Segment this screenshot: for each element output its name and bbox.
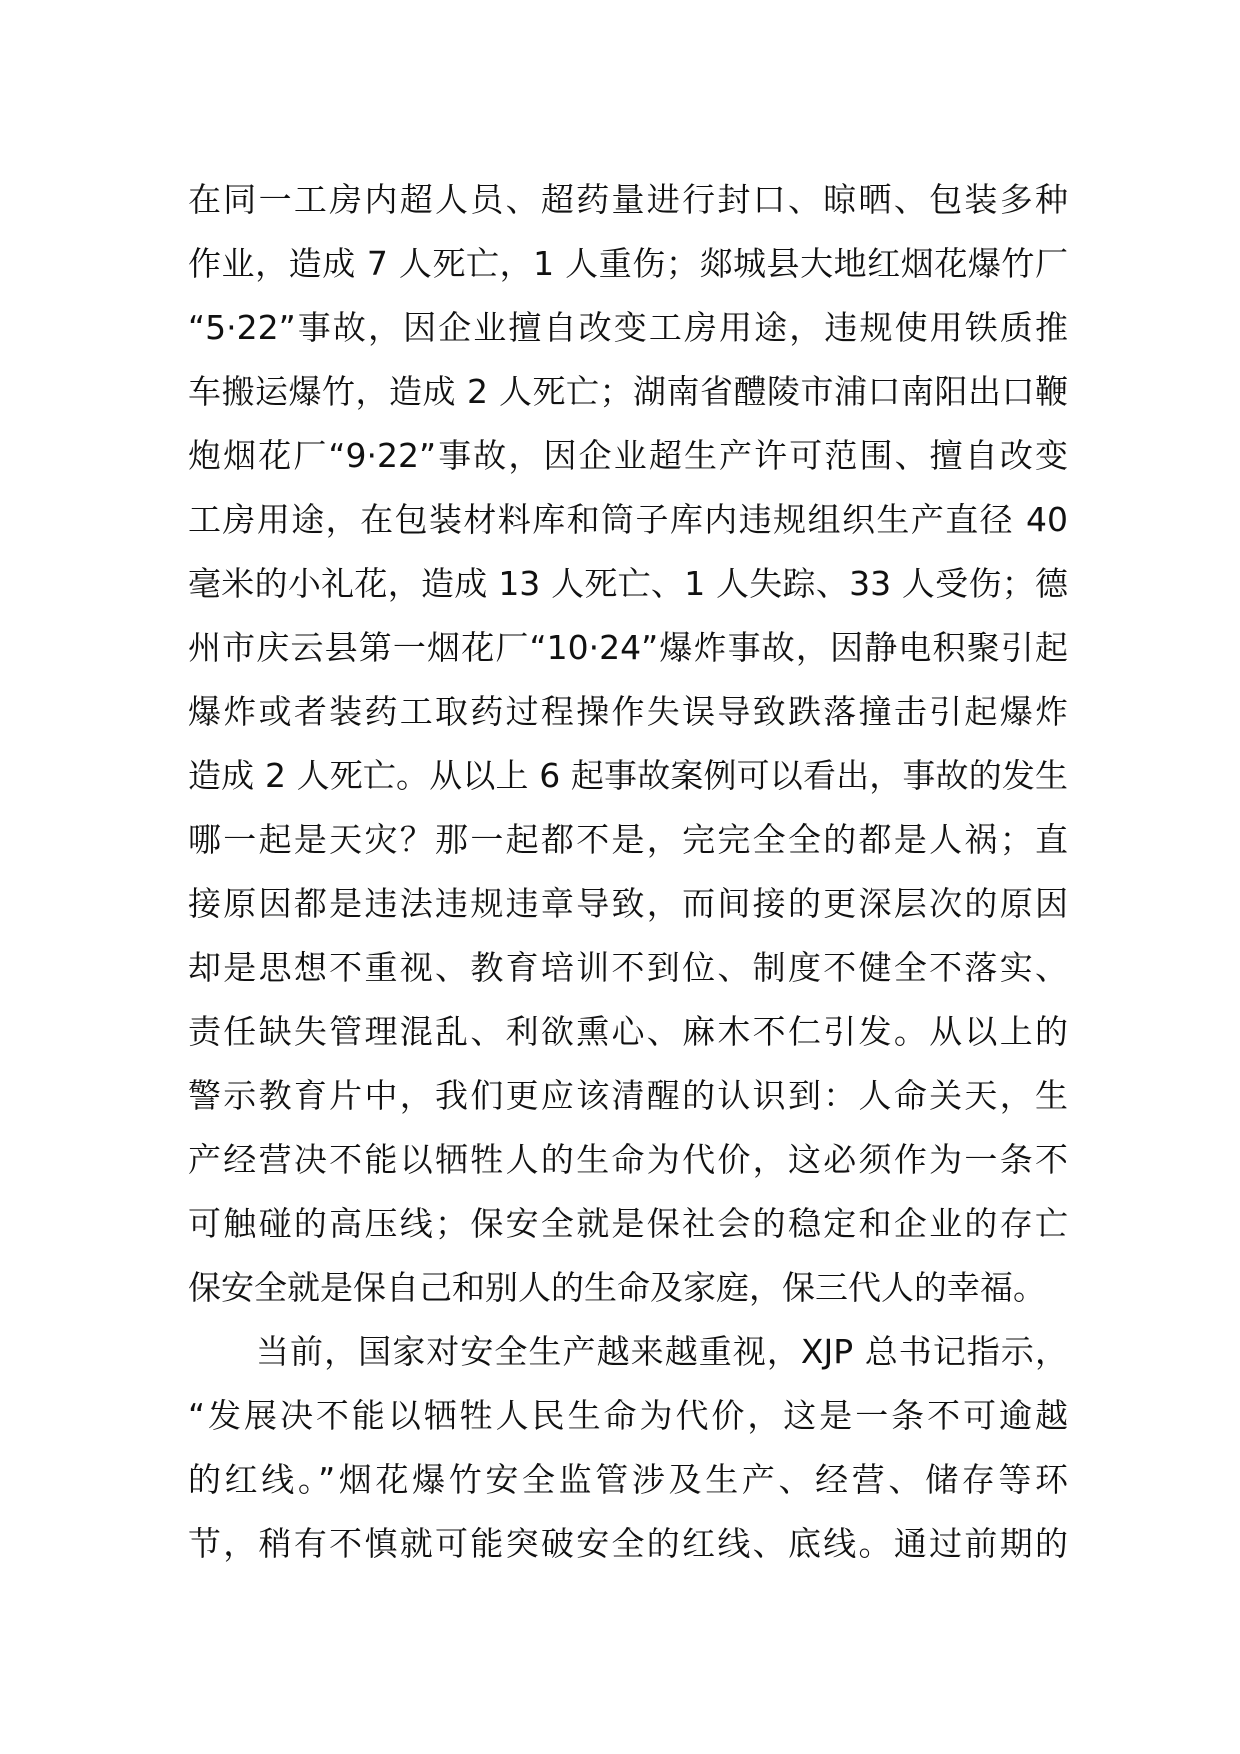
text-line: 造成 2 人死亡。从以上 6 起事故案例可以看出，事故的发生	[188, 756, 1068, 795]
body-text	[188, 168, 1068, 1576]
text-line: 州市庆云县第一烟花厂“10·24”爆炸事故，因静电积聚引起	[188, 628, 1068, 667]
text-line: 的红线。”烟花爆竹安全监管涉及生产、经营、储存等环	[188, 1460, 1068, 1499]
text-line: “发展决不能以牺牲人民生命为代价，这是一条不可逾越	[188, 1396, 1068, 1435]
text-line: 哪一起是天灾？那一起都不是，完完全全的都是人祸；直	[188, 820, 1068, 859]
text-line: 作业，造成 7 人死亡，1 人重伤；郯城县大地红烟花爆竹厂	[188, 244, 1068, 283]
text-line: 车搬运爆竹，造成 2 人死亡；湖南省醴陵市浦口南阳出口鞭	[188, 372, 1068, 411]
text-line: 炮烟花厂“9·22”事故，因企业超生产许可范围、擅自改变	[188, 436, 1068, 475]
paragraph-start-line: 当前，国家对安全生产越来越重视，XJP 总书记指示，	[256, 1332, 1068, 1371]
text-line: “5·22”事故，因企业擅自改变工房用途，违规使用铁质推	[188, 308, 1068, 347]
text-line: 却是思想不重视、教育培训不到位、制度不健全不落实、	[188, 948, 1068, 987]
text-line: 节，稍有不慎就可能突破安全的红线、底线。通过前期的	[188, 1524, 1068, 1563]
text-line: 责任缺失管理混乱、利欲熏心、麻木不仁引发。从以上的	[188, 1012, 1068, 1051]
text-line: 在同一工房内超人员、超药量进行封口、晾晒、包装多种	[188, 180, 1068, 219]
text-line: 可触碰的高压线；保安全就是保社会的稳定和企业的存亡	[188, 1204, 1068, 1243]
text-line: 工房用途，在包装材料库和筒子库内违规组织生产直径 40	[188, 500, 1068, 539]
text-line: 产经营决不能以牺牲人的生命为代价，这必须作为一条不	[188, 1140, 1068, 1179]
text-line: 警示教育片中，我们更应该清醒的认识到：人命关天，生	[188, 1076, 1068, 1115]
text-line: 爆炸或者装药工取药过程操作失误导致跌落撞击引起爆炸	[188, 692, 1068, 731]
text-line: 毫米的小礼花，造成 13 人死亡、1 人失踪、33 人受伤；德	[188, 564, 1068, 603]
text-line: 接原因都是违法违规违章导致，而间接的更深层次的原因	[188, 884, 1068, 923]
paragraph-end-line: 保安全就是保自己和别人的生命及家庭，保三代人的幸福。	[188, 1268, 1046, 1307]
